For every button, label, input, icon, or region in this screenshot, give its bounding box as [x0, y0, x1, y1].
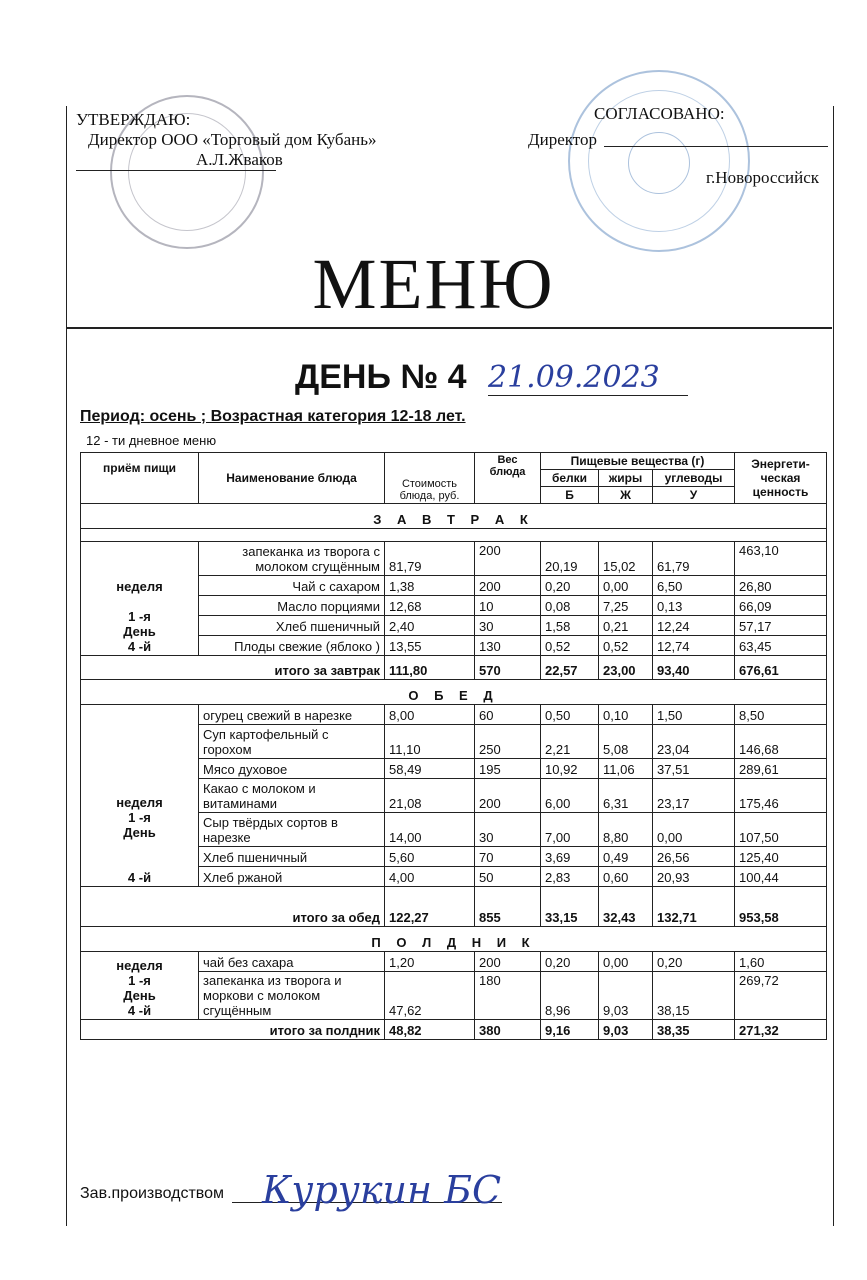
cell-cost: 1,38 [385, 576, 475, 596]
cell-u: 12,74 [653, 636, 735, 656]
cell-weight: 70 [475, 847, 541, 867]
cell-name: Чай с сахаром [199, 576, 385, 596]
cell-energy: 289,61 [735, 759, 827, 779]
cell-energy: 26,80 [735, 576, 827, 596]
col-u: У [653, 487, 735, 504]
total-zh: 9,03 [599, 1020, 653, 1040]
table-row [81, 542, 827, 576]
col-carbs: углеводы [653, 470, 735, 487]
cell-cost: 1,20 [385, 952, 475, 972]
cell-energy: 175,46 [735, 779, 827, 813]
cell-u: 6,50 [653, 576, 735, 596]
col-energy: Энергети-ческая ценность [735, 453, 827, 504]
cell-u: 0,20 [653, 952, 735, 972]
agreed-title: СОГЛАСОВАНО: [594, 104, 725, 123]
cell-b: 6,00 [541, 779, 599, 813]
cell-cost: 11,10 [385, 725, 475, 759]
handwritten-signature: Курукин БС [262, 1168, 502, 1212]
cell-weight: 50 [475, 867, 541, 887]
total-weight: 855 [475, 887, 541, 927]
cell-name: Масло порциями [199, 596, 385, 616]
cell-zh: 0,00 [599, 576, 653, 596]
cell-energy: 100,44 [735, 867, 827, 887]
cell-name: запеканка из творога и моркови с молоком сгущённым [199, 972, 385, 1020]
cell-name: Какао с молоком и витаминами [199, 779, 385, 813]
cell-zh: 7,25 [599, 596, 653, 616]
agreed-line2: г.Новороссийск [706, 168, 820, 187]
cell-zh: 11,06 [599, 759, 653, 779]
cell-cost: 47,62 [385, 972, 475, 1020]
section-spacer [81, 529, 827, 542]
cell-cost: 14,00 [385, 813, 475, 847]
cell-cost: 13,55 [385, 636, 475, 656]
approve-title: УТВЕРЖДАЮ: [76, 110, 191, 129]
cell-b: 0,52 [541, 636, 599, 656]
days-note: 12 - ти дневное меню [86, 433, 217, 448]
cell-b: 8,96 [541, 972, 599, 1020]
cell-u: 38,15 [653, 972, 735, 1020]
cell-cost: 2,40 [385, 616, 475, 636]
total-row [81, 656, 827, 680]
cell-energy: 269,72 [735, 972, 827, 1020]
cell-b: 0,20 [541, 576, 599, 596]
cell-b: 0,20 [541, 952, 599, 972]
cell-energy: 1,60 [735, 952, 827, 972]
cell-zh: 0,52 [599, 636, 653, 656]
cell-u: 1,50 [653, 705, 735, 725]
cell-b: 0,08 [541, 596, 599, 616]
cell-weight: 30 [475, 813, 541, 847]
cell-b: 7,00 [541, 813, 599, 847]
cell-u: 0,13 [653, 596, 735, 616]
cell-b: 0,50 [541, 705, 599, 725]
cell-name: Мясо духовое [199, 759, 385, 779]
section-title: П О Л Д Н И К [81, 927, 827, 952]
cell-name: запеканка из творога с молоком сгущённым [199, 542, 385, 576]
total-energy: 271,32 [735, 1020, 827, 1040]
total-label: итого за завтрак [81, 656, 385, 680]
total-zh: 32,43 [599, 887, 653, 927]
title-divider [66, 327, 832, 329]
total-weight: 570 [475, 656, 541, 680]
signature-label: Зав.производством [80, 1185, 224, 1202]
cell-name: Плоды свежие (яблоко ) [199, 636, 385, 656]
cell-b: 2,21 [541, 725, 599, 759]
approve-line2: А.Л.Жваков [196, 150, 283, 169]
cell-zh: 5,08 [599, 725, 653, 759]
cell-energy: 66,09 [735, 596, 827, 616]
cell-zh: 6,31 [599, 779, 653, 813]
total-cost: 48,82 [385, 1020, 475, 1040]
cell-zh: 0,21 [599, 616, 653, 636]
cell-name: Хлеб пшеничный [199, 616, 385, 636]
cell-u: 23,17 [653, 779, 735, 813]
total-weight: 380 [475, 1020, 541, 1040]
cell-b: 1,58 [541, 616, 599, 636]
cell-zh: 9,03 [599, 972, 653, 1020]
cell-name: Хлеб ржаной [199, 867, 385, 887]
cell-zh: 15,02 [599, 542, 653, 576]
cell-name: Суп картофельный с горохом [199, 725, 385, 759]
total-u: 38,35 [653, 1020, 735, 1040]
col-weight: Вес блюда [475, 453, 541, 504]
total-b: 22,57 [541, 656, 599, 680]
cell-b: 20,19 [541, 542, 599, 576]
col-zh: Ж [599, 487, 653, 504]
cell-cost: 12,68 [385, 596, 475, 616]
menu-table [80, 452, 827, 1040]
cell-u: 20,93 [653, 867, 735, 887]
cell-b: 2,83 [541, 867, 599, 887]
cell-weight: 200 [475, 576, 541, 596]
approve-underline [76, 170, 276, 171]
cell-weight: 30 [475, 616, 541, 636]
col-meal: приём пищи [81, 453, 199, 504]
cell-weight: 195 [475, 759, 541, 779]
menu-table-body [81, 504, 827, 1040]
total-row [81, 1020, 827, 1040]
total-cost: 111,80 [385, 656, 475, 680]
total-label: итого за полдник [81, 1020, 385, 1040]
cell-u: 0,00 [653, 813, 735, 847]
cell-weight: 130 [475, 636, 541, 656]
total-u: 132,71 [653, 887, 735, 927]
section-title: О Б Е Д [81, 680, 827, 705]
cell-cost: 81,79 [385, 542, 475, 576]
period-line: Период: осень ; Возрастная категория 12-18 лет. [80, 408, 466, 425]
col-proteins: белки [541, 470, 599, 487]
cell-energy: 463,10 [735, 542, 827, 576]
cell-name: огурец свежий в нарезке [199, 705, 385, 725]
cell-u: 12,24 [653, 616, 735, 636]
col-b: Б [541, 487, 599, 504]
cell-cost: 4,00 [385, 867, 475, 887]
cell-energy: 57,17 [735, 616, 827, 636]
cell-energy: 107,50 [735, 813, 827, 847]
day-date: 21.09.2023 [488, 360, 688, 396]
cell-b: 10,92 [541, 759, 599, 779]
cell-cost: 21,08 [385, 779, 475, 813]
cell-weight: 60 [475, 705, 541, 725]
cell-name: Сыр твёрдых сортов в нарезке [199, 813, 385, 847]
cell-name: чай без сахара [199, 952, 385, 972]
cell-energy: 8,50 [735, 705, 827, 725]
cell-u: 23,04 [653, 725, 735, 759]
cell-u: 26,56 [653, 847, 735, 867]
cell-weight: 250 [475, 725, 541, 759]
total-label: итого за обед [81, 887, 385, 927]
page-title: МЕНЮ [312, 244, 555, 324]
total-cost: 122,27 [385, 887, 475, 927]
cell-zh: 8,80 [599, 813, 653, 847]
cell-zh: 0,10 [599, 705, 653, 725]
meal-period: неделя 1 -я День 4 -й [81, 952, 199, 1020]
total-u: 93,40 [653, 656, 735, 680]
cell-energy: 146,68 [735, 725, 827, 759]
cell-energy: 63,45 [735, 636, 827, 656]
cell-weight: 10 [475, 596, 541, 616]
meal-period: неделя 1 -я День 4 -й [81, 542, 199, 656]
meal-period: неделя 1 -я День 4 -й [81, 705, 199, 887]
cell-cost: 58,49 [385, 759, 475, 779]
approve-line1: Директор ООО «Торговый дом Кубань» [88, 130, 377, 149]
col-cost: Стоимость блюда, руб. [385, 453, 475, 504]
cell-u: 61,79 [653, 542, 735, 576]
cell-energy: 125,40 [735, 847, 827, 867]
total-row [81, 887, 827, 927]
cell-name: Хлеб пшеничный [199, 847, 385, 867]
cell-zh: 0,49 [599, 847, 653, 867]
agreed-line1: Директор [528, 130, 597, 149]
cell-b: 3,69 [541, 847, 599, 867]
cell-cost: 5,60 [385, 847, 475, 867]
agreed-underline [604, 146, 828, 147]
cell-u: 37,51 [653, 759, 735, 779]
total-energy: 953,58 [735, 887, 827, 927]
day-label: ДЕНЬ № 4 [295, 358, 467, 396]
col-fats: жиры [599, 470, 653, 487]
total-energy: 676,61 [735, 656, 827, 680]
cell-zh: 0,60 [599, 867, 653, 887]
cell-weight: 200 [475, 779, 541, 813]
table-row [81, 952, 827, 972]
cell-weight: 200 [475, 542, 541, 576]
col-nutrients: Пищевые вещества (г) [541, 453, 735, 470]
stamp-inner-icon [628, 132, 690, 194]
menu-table-header [81, 453, 827, 504]
section-title: З А В Т Р А К [81, 504, 827, 529]
table-row [81, 705, 827, 725]
cell-weight: 200 [475, 952, 541, 972]
cell-cost: 8,00 [385, 705, 475, 725]
cell-weight: 180 [475, 972, 541, 1020]
col-dish: Наименование блюда [199, 453, 385, 504]
total-zh: 23,00 [599, 656, 653, 680]
cell-zh: 0,00 [599, 952, 653, 972]
total-b: 33,15 [541, 887, 599, 927]
total-b: 9,16 [541, 1020, 599, 1040]
